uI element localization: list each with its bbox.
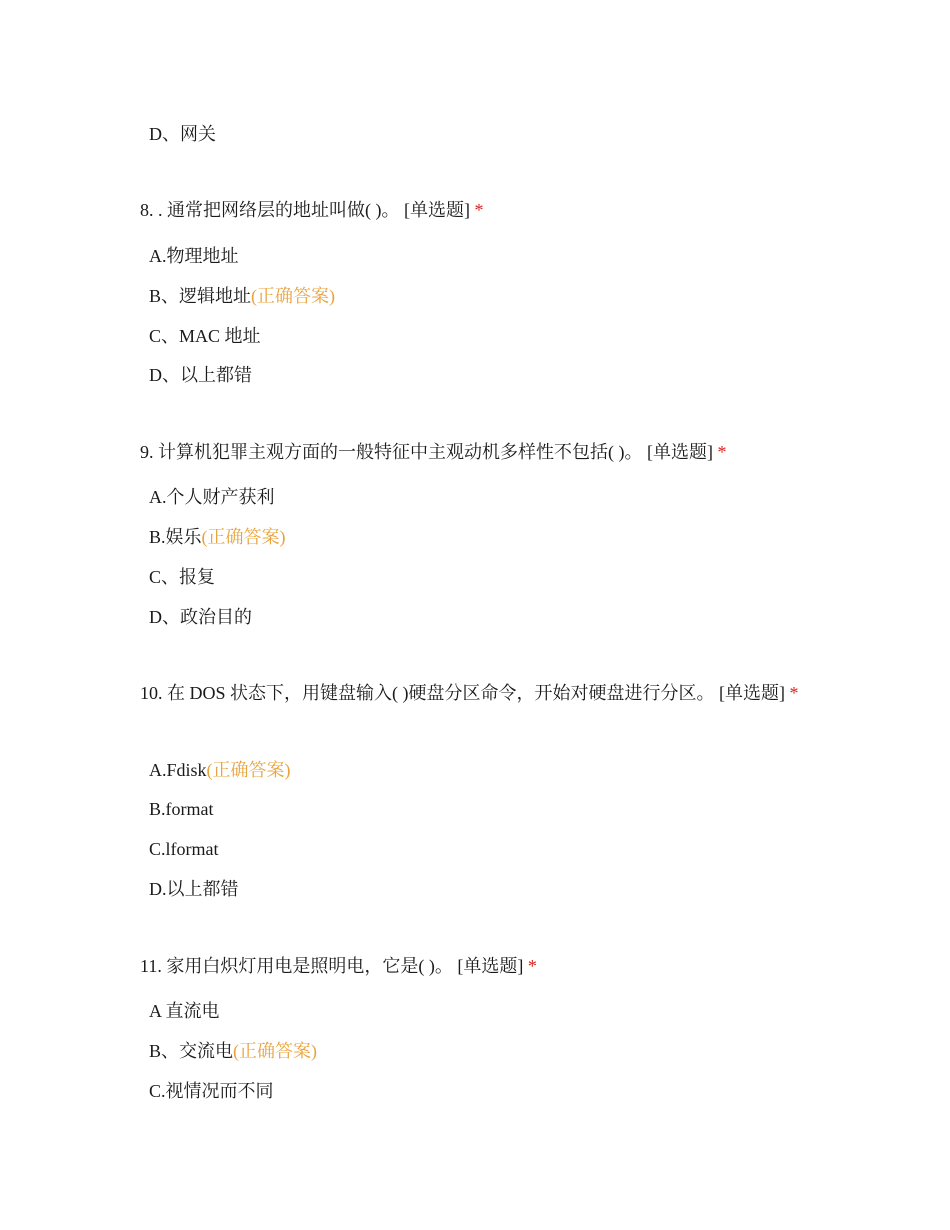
question-11 (140, 954, 537, 978)
option-text: B、交流电 (149, 1041, 234, 1061)
option-text: D.以上都错 (149, 879, 239, 899)
question-9 (140, 440, 727, 464)
option-d-previous (149, 122, 216, 146)
option-q8-a (149, 244, 239, 268)
option-q9-b (149, 525, 286, 549)
option-q10-d (149, 877, 239, 901)
question-type-tag: [单选题] (647, 442, 713, 462)
question-text: 8. . 通常把网络层的地址叫做( )。 (140, 200, 400, 220)
correct-answer-tag: (正确答案) (233, 1041, 318, 1061)
option-q10-b (149, 797, 214, 821)
correct-answer-tag: (正确答案) (251, 286, 336, 306)
option-text: A.物理地址 (149, 246, 239, 266)
option-q10-c (149, 837, 219, 861)
question-text: 9. 计算机犯罪主观方面的一般特征中主观动机多样性不包括( )。 (140, 442, 643, 462)
question-type-tag: [单选题] (719, 683, 785, 703)
required-mark: * (717, 442, 727, 462)
correct-answer-tag: (正确答案) (201, 527, 286, 547)
required-mark: * (474, 200, 484, 220)
option-text: B.format (149, 799, 214, 819)
option-q11-c (149, 1079, 274, 1103)
option-text: C、报复 (149, 567, 216, 587)
option-q10-a (149, 758, 291, 782)
required-mark: * (789, 683, 799, 703)
option-q11-a (149, 999, 220, 1023)
question-10 (140, 677, 820, 710)
question-8 (140, 198, 484, 222)
option-text: B.娱乐 (149, 527, 202, 547)
option-text: A.Fdisk (149, 760, 207, 780)
option-text: D、网关 (149, 124, 216, 144)
question-type-tag: [单选题] (457, 956, 524, 976)
option-text: C、MAC 地址 (149, 326, 261, 346)
question-text: 10. 在 DOS 状态下，用键盘输入( )硬盘分区命令，开始对硬盘进行分区。 (140, 683, 715, 703)
question-type-tag: [单选题] (404, 200, 470, 220)
option-q9-a (149, 485, 275, 509)
question-text: 11. 家用白炽灯用电是照明电，它是( )。 (140, 956, 453, 976)
option-q9-d (149, 605, 252, 629)
option-q8-c (149, 324, 261, 348)
option-text: D、以上都错 (149, 365, 252, 385)
option-q9-c (149, 565, 215, 589)
option-q11-b (149, 1039, 317, 1063)
option-text: A 直流电 (149, 1001, 220, 1021)
option-q8-d (149, 363, 252, 387)
option-text: C.lformat (149, 839, 219, 859)
option-q8-b (149, 284, 335, 308)
correct-answer-tag: (正确答案) (206, 760, 291, 780)
option-text: B、逻辑地址 (149, 286, 252, 306)
option-text: C.视情况而不同 (149, 1081, 274, 1101)
option-text: A.个人财产获利 (149, 487, 275, 507)
required-mark: * (527, 956, 537, 976)
option-text: D、政治目的 (149, 607, 252, 627)
